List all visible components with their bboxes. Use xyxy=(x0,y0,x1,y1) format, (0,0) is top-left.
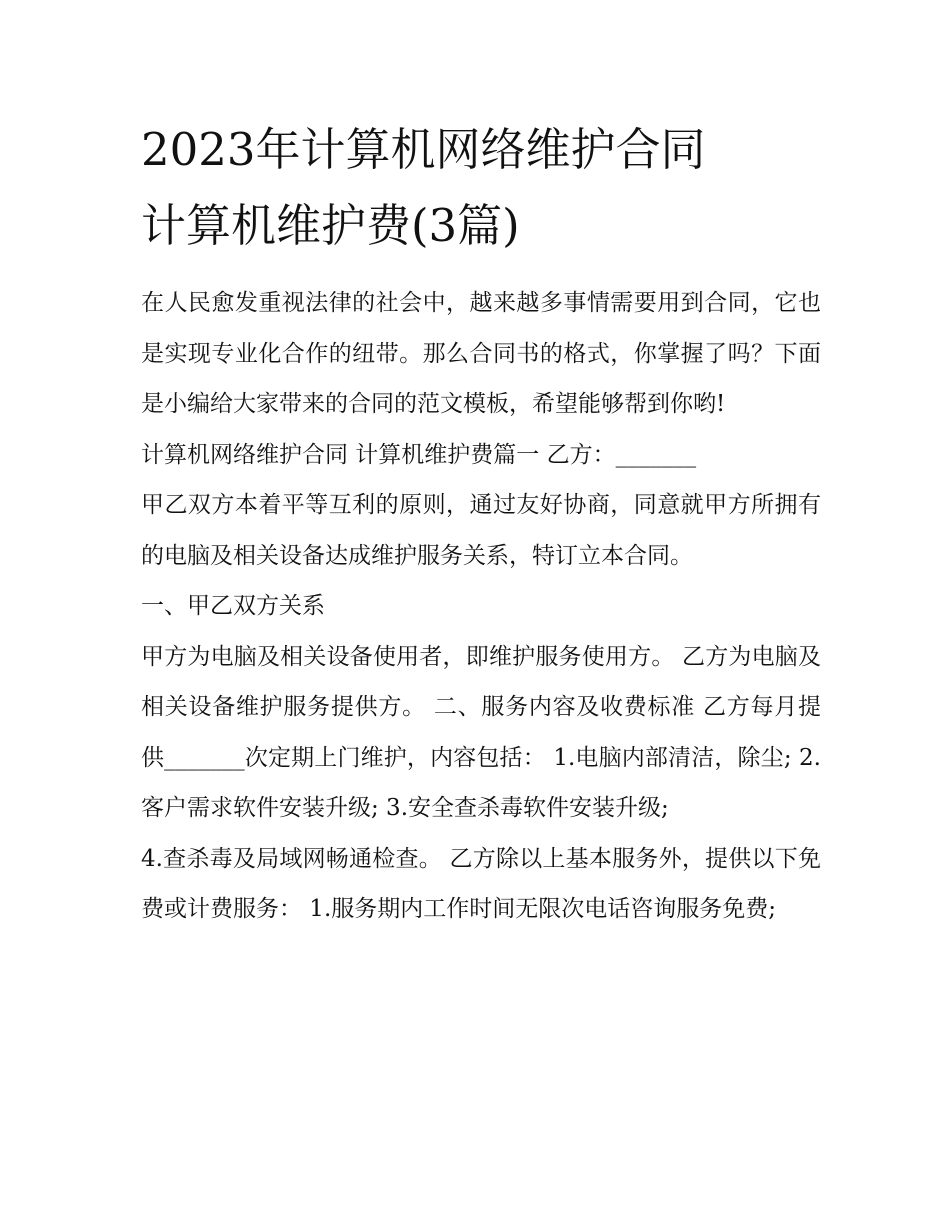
intro-paragraph: 在人民愈发重视法律的社会中，越来越多事情需要用到合同，它也是实现专业化合作的纽带。那么合同书的格式，你掌握了吗？下面是小编给大家带来的合同的范文模板，希望能够帮到你哟! xyxy=(141,290,821,417)
title-line-2: 计算机维护费(3篇) xyxy=(141,199,520,252)
document-page xyxy=(141,112,821,935)
clause-paragraph: 甲方为电脑及相关设备使用者，即维护服务使用方。 乙方为电脑及相关设备维护服务提供方。 二、服务内容及收费标准 乙方每月提供_______次定期上门维护，内容包括： 1.电脑内部清洁，除尘; 2.客户需求软件安装升级; 3.安全查杀毒软件安装升级; xyxy=(141,643,821,821)
document-title xyxy=(141,112,821,264)
clause-heading: 一、甲乙双方关系 xyxy=(141,593,325,619)
document-body xyxy=(141,278,821,935)
title-line-1: 2023年计算机网络维护合同 xyxy=(141,123,706,176)
section-heading-line: 计算机网络维护合同 计算机维护费篇一 乙方：_______ xyxy=(141,441,697,468)
service-paragraph: 4.查杀毒及局域网畅通检查。 乙方除以上基本服务外，提供以下免费或计费服务： 1.服务期内工作时间无限次电话咨询服务免费; xyxy=(141,845,821,922)
agreement-paragraph: 甲乙双方本着平等互利的原则，通过友好协商，同意就甲方所拥有的电脑及相关设备达成维护服务关系，特订立本合同。 xyxy=(141,492,821,569)
